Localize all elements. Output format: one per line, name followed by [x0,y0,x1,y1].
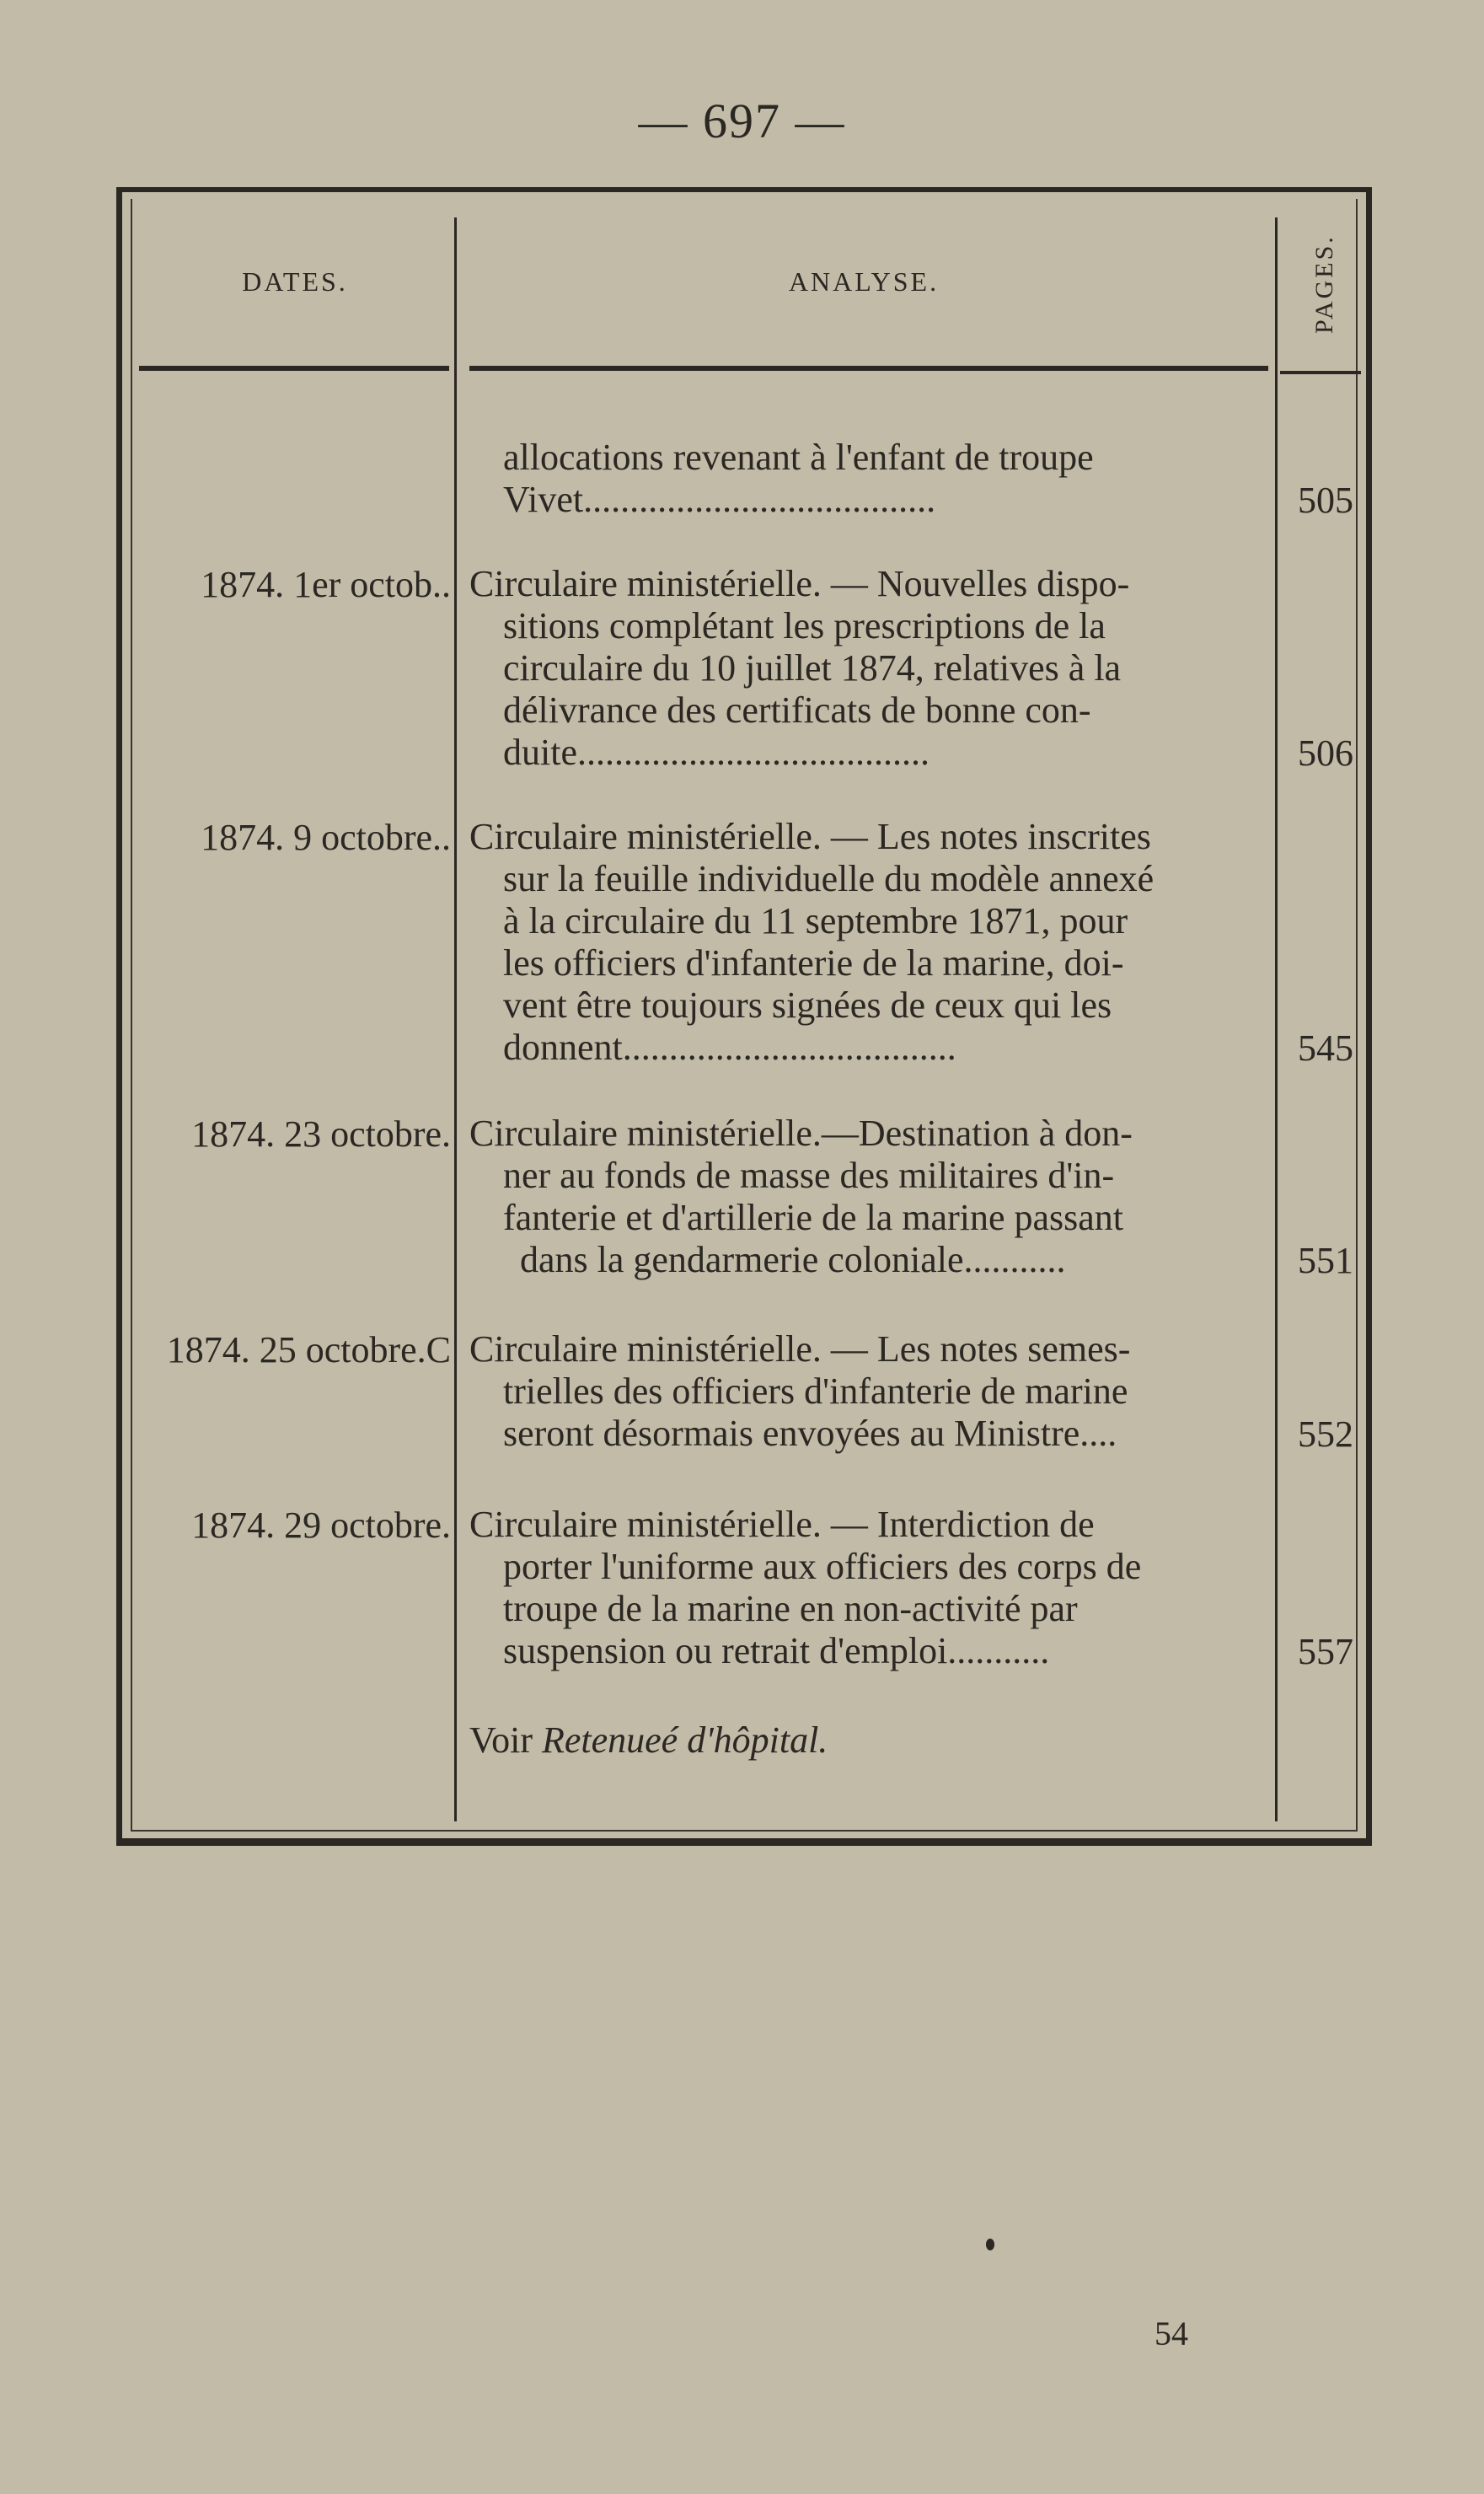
row-page: 505 [1298,480,1353,521]
row-analysis [469,1504,1262,1672]
header-analyse: ANALYSE. [788,266,940,297]
analysis-line: duite...................................... [503,732,930,773]
analysis-line: Circulaire ministérielle.—Destination à don- [469,1113,1133,1154]
row-date: 1874. 29 octobre. [191,1504,451,1546]
analysis-line: fanterie et d'artillerie de la marine passant [503,1197,1124,1238]
header-pages: PAGES. [1310,234,1338,334]
analysis-line: vent être toujours signées de ceux qui les [503,984,1112,1026]
row-analysis [503,437,1262,521]
row-analysis [469,1113,1262,1281]
index-table [116,187,1372,1846]
row-analysis [469,816,1262,1069]
row-analysis [469,563,1262,774]
analysis-line: Circulaire ministérielle. — Interdiction de [469,1504,1095,1545]
analysis-line: Circulaire ministérielle. — Les notes inscrites [469,816,1151,857]
header-dates: DATES. [242,266,348,297]
row-page: 545 [1298,1027,1353,1069]
see-also-reference: Retenueé d'hôpital. [541,1719,828,1761]
analysis-line: suspension ou retrait d'emploi........... [503,1630,1050,1671]
row-page: 506 [1298,732,1353,774]
analysis-line: sitions complétant les prescriptions de la [503,605,1106,646]
column-separator-pages [1275,217,1278,1821]
page-header: — 697 — [638,94,846,148]
analysis-line: les officiers d'infanterie de la marine, doi- [503,942,1124,984]
column-separator-dates [454,217,457,1821]
row-page: 557 [1298,1631,1353,1672]
header-rule-pages [1280,371,1361,374]
analysis-line: Circulaire ministérielle. — Les notes semes- [469,1328,1131,1370]
header-rule-dates [139,366,449,371]
analysis-line: porter l'uniforme aux officiers des corps de [503,1546,1142,1587]
row-analysis [469,1328,1262,1455]
analysis-line: donnent.................................... [503,1027,956,1068]
analysis-line: troupe de la marine en non-activité par [503,1588,1078,1629]
analysis-line: seront désormais envoyées au Ministre.... [503,1413,1117,1454]
signature-number: 54 [1155,2314,1188,2352]
ink-spot [986,2239,994,2250]
analysis-line: délivrance des certificats de bonne con- [503,689,1091,731]
analysis-line: sur la feuille individuelle du modèle annexé [503,858,1155,899]
analysis-line: dans la gendarmerie coloniale........... [520,1239,1066,1280]
analysis-line: Circulaire ministérielle. — Nouvelles dispo- [469,563,1130,604]
see-also-prefix: Voir [469,1719,542,1761]
row-date: 1874. 23 octobre. [191,1113,451,1155]
analysis-line: allocations revenant à l'enfant de troupe [503,437,1094,478]
analysis-line: ner au fonds de masse des militaires d'in- [503,1155,1115,1196]
row-date: 1874. 9 octobre.. [201,817,451,858]
row-date: 1874. 25 octobre.C [166,1329,451,1370]
header-rule-analyse [469,366,1268,371]
row-page: 551 [1298,1240,1353,1281]
row-page: 552 [1298,1413,1353,1455]
see-also-note [469,1719,1262,1762]
row-date: 1874. 1er octob.. [201,564,451,605]
analysis-line: circulaire du 10 juillet 1874, relatives à la [503,647,1122,689]
analysis-line: trielles des officiers d'infanterie de marine [503,1370,1128,1412]
analysis-line: Vivet...................................... [503,479,936,520]
analysis-line: à la circulaire du 11 septembre 1871, pour [503,900,1128,941]
